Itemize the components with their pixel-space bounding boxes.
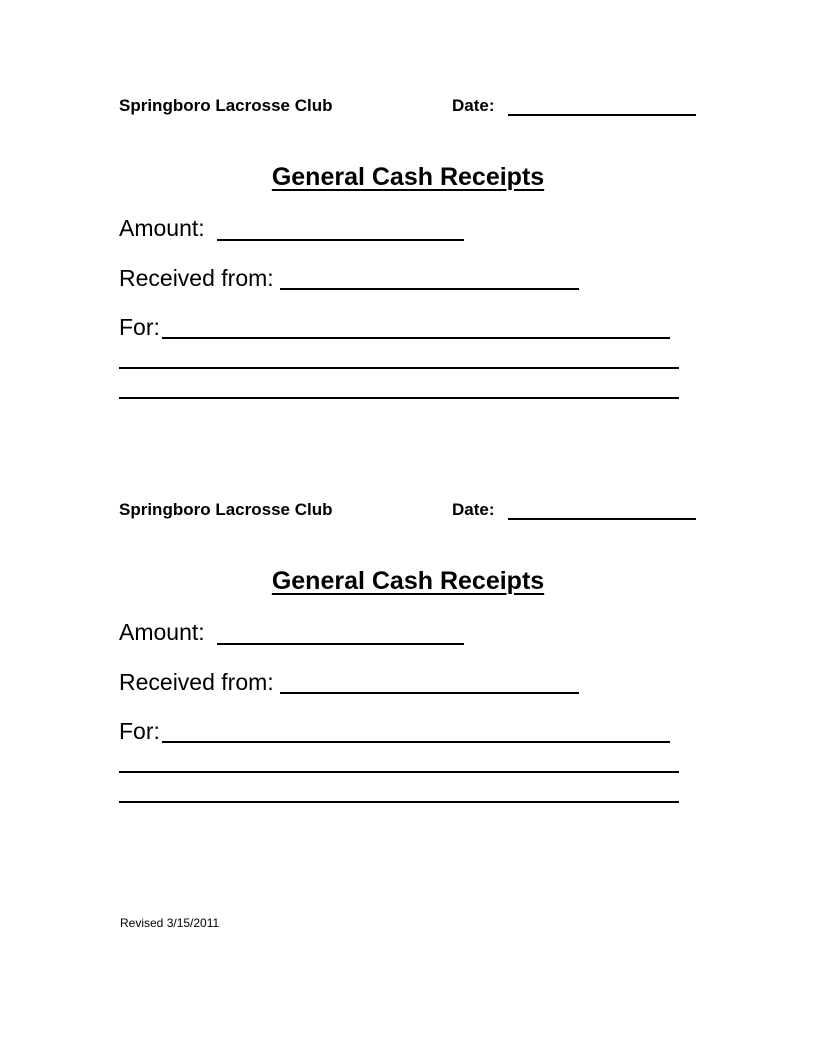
amount-blank-line[interactable] bbox=[217, 239, 464, 241]
for-continuation-line-2[interactable] bbox=[119, 397, 679, 399]
for-continuation-line-2[interactable] bbox=[119, 801, 679, 803]
date-blank-line[interactable] bbox=[508, 114, 696, 116]
for-blank-line[interactable] bbox=[162, 337, 670, 339]
received-from-blank-line[interactable] bbox=[280, 692, 579, 694]
for-continuation-line-1[interactable] bbox=[119, 771, 679, 773]
club-name: Springboro Lacrosse Club bbox=[119, 96, 333, 115]
receipt-form-2 bbox=[0, 404, 816, 744]
received-from-label: Received from: bbox=[119, 669, 274, 695]
form-title: General Cash Receipts bbox=[271, 163, 545, 191]
for-blank-line[interactable] bbox=[162, 741, 670, 743]
date-label: Date: bbox=[452, 96, 495, 115]
amount-label: Amount: bbox=[119, 215, 205, 241]
for-continuation-line-1[interactable] bbox=[119, 367, 679, 369]
club-name: Springboro Lacrosse Club bbox=[119, 500, 333, 519]
received-from-label: Received from: bbox=[119, 265, 274, 291]
date-label: Date: bbox=[452, 500, 495, 519]
amount-blank-line[interactable] bbox=[217, 643, 464, 645]
for-label: For: bbox=[119, 718, 160, 744]
received-from-blank-line[interactable] bbox=[280, 288, 579, 290]
date-blank-line[interactable] bbox=[508, 518, 696, 520]
amount-label: Amount: bbox=[119, 619, 205, 645]
receipt-form-1 bbox=[0, 0, 816, 340]
form-title: General Cash Receipts bbox=[271, 567, 545, 595]
revision-note: Revised 3/15/2011 bbox=[120, 916, 220, 930]
for-label: For: bbox=[119, 314, 160, 340]
